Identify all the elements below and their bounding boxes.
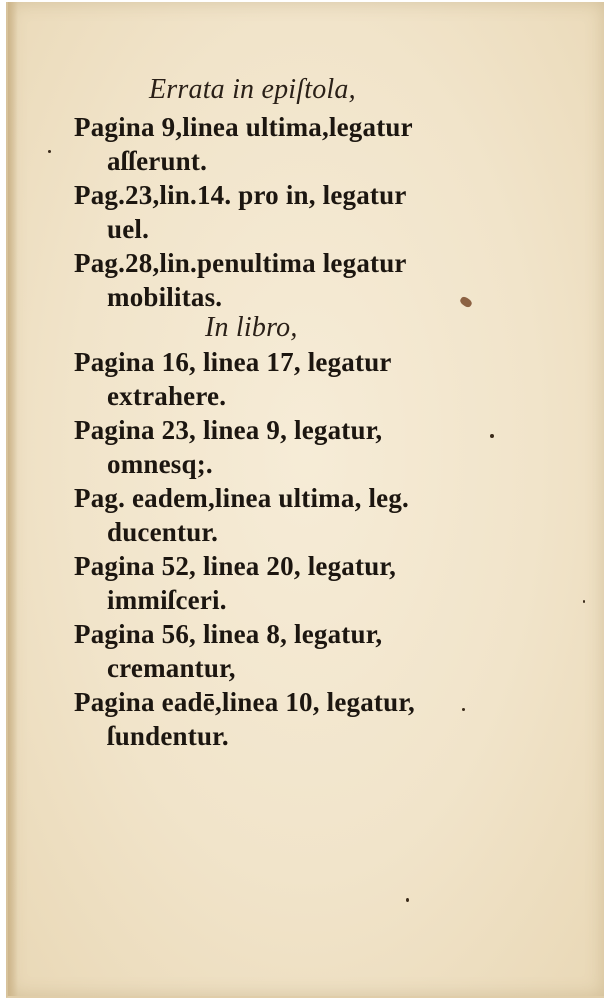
page-spine-shadow <box>8 2 18 996</box>
errata-entry-7-ref: Pagina 52, linea 20, legatur, <box>74 551 397 581</box>
errata-entry-3-ref: Pag.28,lin.penultima legatur <box>74 248 407 278</box>
errata-entry-1-ref: Pagina 9,linea ultima,legatur <box>74 112 413 142</box>
errata-entry-3-word: mobilitas. <box>107 282 223 312</box>
heading-in-libro: In libro, <box>205 312 298 343</box>
errata-entry-1-word: aſſerunt. <box>107 146 208 176</box>
errata-entry-8-word: cremantur, <box>107 653 236 683</box>
errata-entry-2-word: uel. <box>107 214 150 244</box>
errata-entry-7-word: immiſceri. <box>107 585 227 615</box>
ink-stain <box>459 295 473 308</box>
book-page <box>6 2 604 998</box>
errata-entry-5-word: omnesq;. <box>107 449 213 479</box>
errata-entry-4-word: extrahere. <box>107 381 227 411</box>
errata-entry-5-ref: Pagina 23, linea 9, legatur, <box>74 415 383 445</box>
errata-entry-2-ref: Pag.23,lin.14. pro in, legatur <box>74 180 407 210</box>
paper-speck <box>462 708 465 711</box>
errata-entry-9-ref: Pagina eadē,linea 10, legatur, <box>74 687 415 717</box>
errata-entry-9-word: ſundentur. <box>107 721 229 751</box>
errata-entry-8-ref: Pagina 56, linea 8, legatur, <box>74 619 383 649</box>
heading-errata-epistola: Errata in epiſtola, <box>149 74 356 105</box>
errata-entry-6-ref: Pag. eadem,linea ultima, leg. <box>74 483 410 513</box>
paper-speck <box>48 150 51 153</box>
paper-speck <box>490 434 494 438</box>
errata-entry-4-ref: Pagina 16, linea 17, legatur <box>74 347 392 377</box>
paper-speck <box>406 898 409 902</box>
paper-speck <box>583 600 585 603</box>
errata-entry-6-word: ducentur. <box>107 517 219 547</box>
